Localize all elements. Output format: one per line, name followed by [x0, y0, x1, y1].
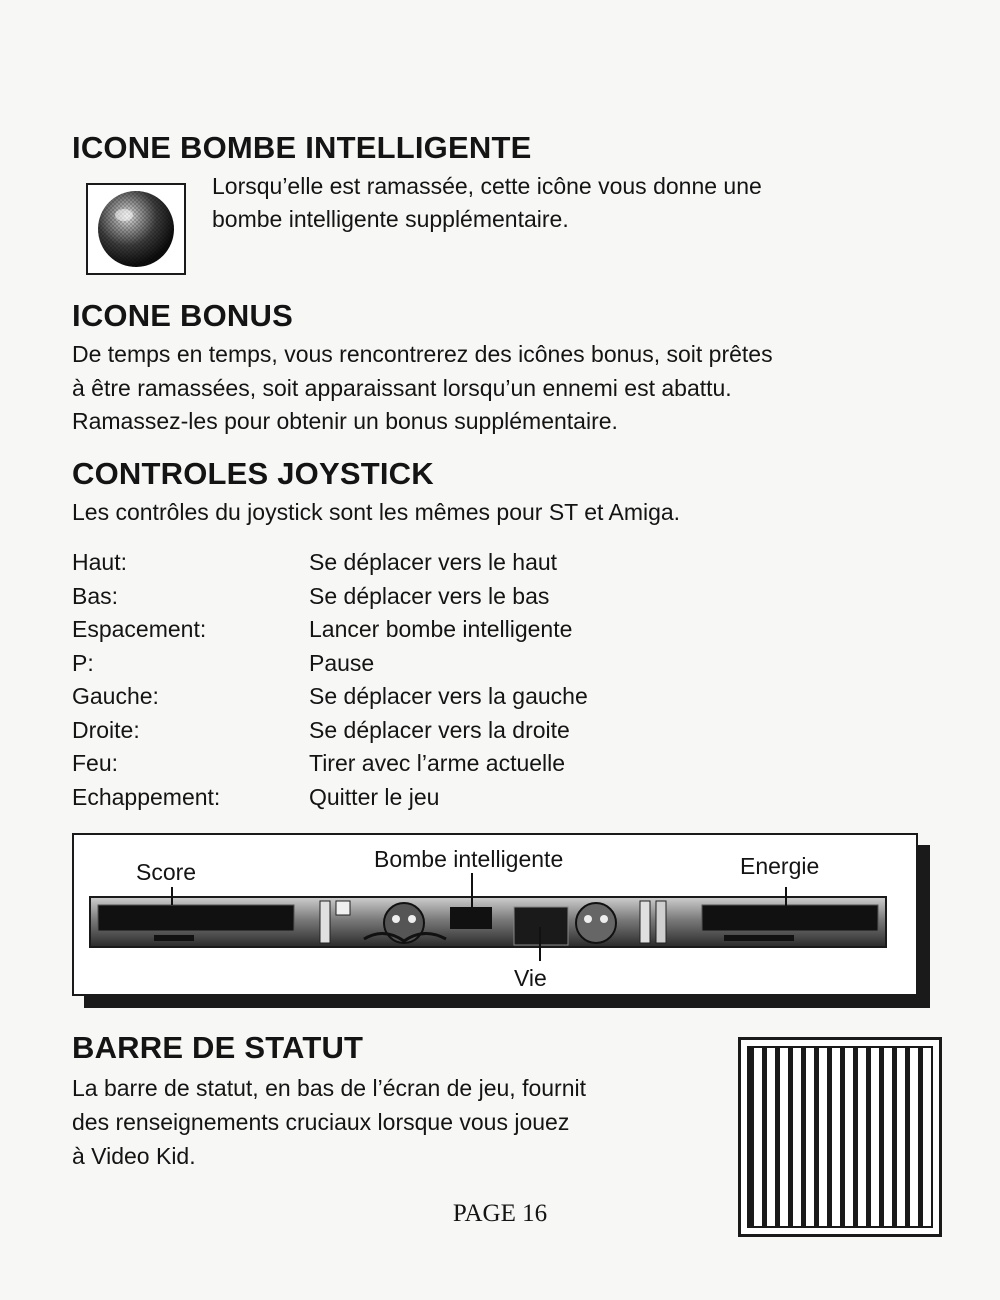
control-action: Se déplacer vers le bas [309, 582, 550, 609]
control-action: Se déplacer vers la droite [309, 716, 570, 743]
status-bar-line-2: des renseignements cruciaux lorsque vous jouez [72, 1109, 570, 1135]
status-bar-line-1: La barre de statut, en bas de l’écran de jeu, fournit [72, 1075, 586, 1101]
control-key: Feu: [72, 750, 119, 776]
control-key: Haut: [72, 549, 127, 575]
heading-status-bar: BARRE DE STATUT [72, 1030, 364, 1065]
heading-smart-bomb: ICONE BOMBE INTELLIGENTE [72, 130, 532, 165]
callout-energy: Energie [740, 853, 820, 879]
control-row [72, 747, 692, 781]
control-action: Lancer bombe intelligente [309, 616, 573, 642]
heading-bonus: ICONE BONUS [72, 298, 293, 333]
joystick-intro: Les contrôles du joystick sont les mêmes pour ST et Amiga. [72, 499, 681, 525]
control-row [72, 647, 692, 681]
control-key: Droite: [72, 716, 140, 743]
control-action: Se déplacer vers le haut [309, 549, 558, 575]
control-key: Espacement: [72, 616, 207, 642]
control-row [72, 580, 692, 614]
callout-score: Score [136, 859, 197, 885]
control-row [72, 613, 692, 647]
status-bar-line-3: à Video Kid. [72, 1143, 196, 1169]
control-action: Pause [309, 649, 375, 676]
callout-smart-bomb: Bombe intelligente [374, 846, 564, 872]
control-row [72, 680, 692, 714]
control-key: Bas: [72, 582, 119, 609]
smart-bomb-line-2: bombe intelligente supplémentaire. [212, 206, 569, 232]
status-bar-diagram [72, 833, 918, 996]
control-row [72, 781, 692, 815]
control-key: Gauche: [72, 683, 159, 709]
control-action: Tirer avec l’arme actuelle [309, 750, 566, 776]
callout-life: Vie [514, 965, 547, 991]
control-row [72, 546, 692, 580]
heading-joystick: CONTROLES JOYSTICK [72, 456, 434, 491]
bonus-line-1: De temps en temps, vous rencontrerez des icônes bonus, soit prêtes [72, 341, 773, 367]
smart-bomb-sphere-icon [86, 183, 186, 275]
control-key: P: [72, 649, 94, 676]
controls-list [72, 546, 692, 814]
control-action: Se déplacer vers la gauche [309, 683, 588, 709]
control-action: Quitter le jeu [309, 783, 440, 810]
control-row [72, 714, 692, 748]
smart-bomb-line-1: Lorsqu’elle est ramassée, cette icône vous donne une [212, 173, 762, 199]
bonus-line-3: Ramassez-les pour obtenir un bonus supplémentaire. [72, 408, 618, 434]
page-number: PAGE 16 [452, 1200, 548, 1227]
control-key: Echappement: [72, 783, 221, 810]
bonus-line-2: à être ramassées, soit apparaissant lorsqu’un ennemi est abattu. [72, 375, 732, 401]
